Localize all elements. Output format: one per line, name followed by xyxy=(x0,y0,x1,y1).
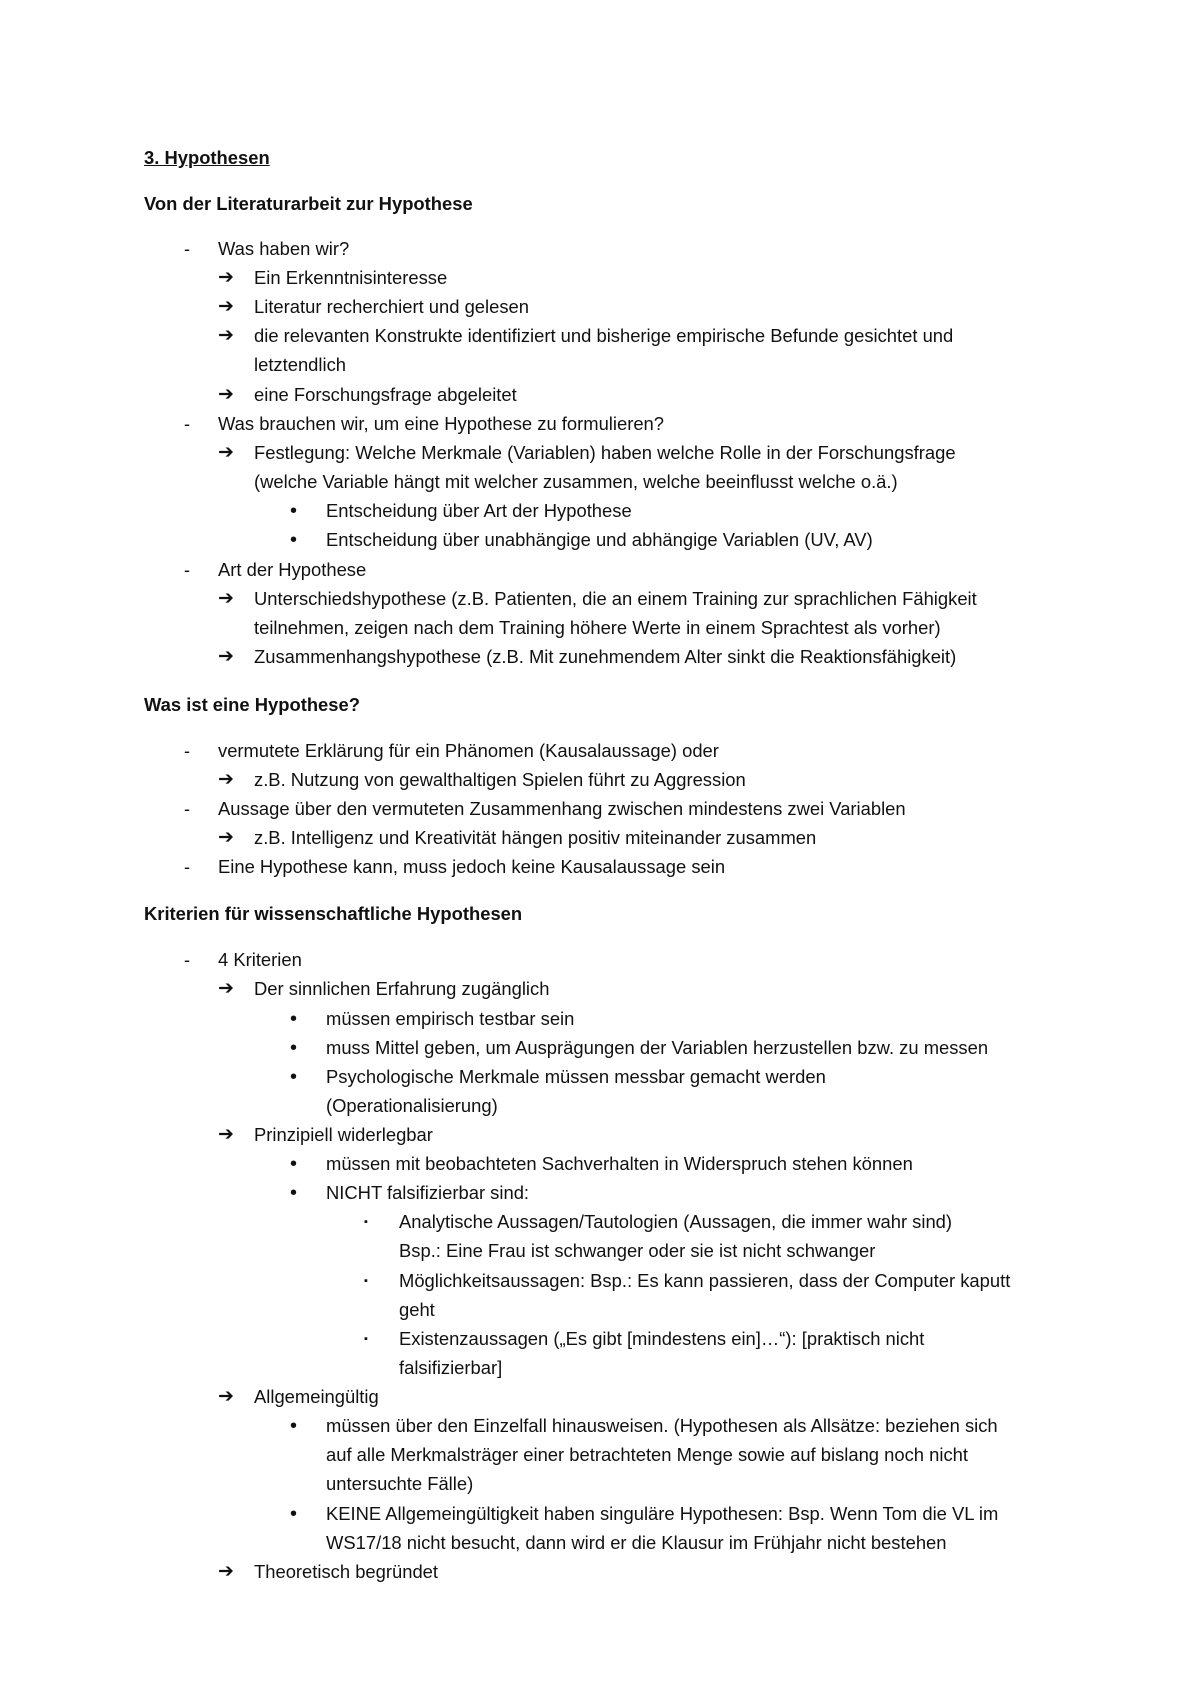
arrow-icon: ➔ xyxy=(218,978,234,999)
list-item: eine Forschungsfrage abgeleitet xyxy=(254,384,517,405)
bullet-marker: • xyxy=(290,1182,298,1204)
list-item: müssen über den Einzelfall hinausweisen. (Hypothesen als Allsätze: beziehen sich xyxy=(326,1415,998,1436)
list-item: Allgemeingültig xyxy=(254,1386,379,1407)
list-item: Art der Hypothese xyxy=(218,559,367,580)
list-item-continuation: Bsp.: Eine Frau ist schwanger oder sie ist nicht schwanger xyxy=(399,1240,876,1261)
arrow-icon: ➔ xyxy=(218,588,234,609)
list-item: Entscheidung über unabhängige und abhängige Variablen (UV, AV) xyxy=(326,529,873,550)
section-title-definition: Was ist eine Hypothese? xyxy=(144,694,360,715)
list-item: Ein Erkenntnisinteresse xyxy=(254,267,448,288)
list-item: KEINE Allgemeingültigkeit haben singuläre Hypothesen: Bsp. Wenn Tom die VL im xyxy=(326,1503,999,1524)
list-item: muss Mittel geben, um Ausprägungen der Variablen herzustellen bzw. zu messen xyxy=(326,1037,989,1058)
list-item-continuation: teilnehmen, zeigen nach dem Training höhere Werte in einem Sprachtest als vorher) xyxy=(254,617,941,638)
dash-marker: - xyxy=(184,560,190,580)
list-item: Existenzaussagen („Es gibt [mindestens ein]…“): [praktisch nicht xyxy=(399,1328,925,1349)
square-bullet-marker: ▪ xyxy=(364,1216,368,1228)
list-item: Aussage über den vermuteten Zusammenhang zwischen mindestens zwei Variablen xyxy=(218,798,906,819)
list-item: müssen empirisch testbar sein xyxy=(326,1008,575,1029)
list-item: Psychologische Merkmale müssen messbar gemacht werden xyxy=(326,1066,826,1087)
list-item-continuation: auf alle Merkmalsträger einer betrachteten Menge sowie auf bislang noch nicht xyxy=(326,1444,968,1465)
list-item-continuation: (Operationalisierung) xyxy=(326,1095,498,1116)
bullet-marker: • xyxy=(290,1066,298,1088)
list-item: Festlegung: Welche Merkmale (Variablen) haben welche Rolle in der Forschungsfrage xyxy=(254,442,956,463)
arrow-icon: ➔ xyxy=(218,1124,234,1145)
arrow-icon: ➔ xyxy=(218,296,234,317)
list-item: Theoretisch begründet xyxy=(254,1561,439,1582)
arrow-icon: ➔ xyxy=(218,1561,234,1582)
list-item-continuation: letztendlich xyxy=(254,354,347,375)
list-item: NICHT falsifizierbar sind: xyxy=(326,1182,530,1203)
dash-marker: - xyxy=(184,414,190,434)
dash-marker: - xyxy=(184,741,190,761)
list-item-continuation: (welche Variable hängt mit welcher zusammen, welche beeinflusst welche o.ä.) xyxy=(254,471,898,492)
bullet-marker: • xyxy=(290,1037,298,1059)
dash-marker: - xyxy=(184,950,190,970)
list-item: Literatur recherchiert und gelesen xyxy=(254,296,529,317)
list-item: Was brauchen wir, um eine Hypothese zu formulieren? xyxy=(218,413,665,434)
list-item-continuation: falsifizierbar] xyxy=(399,1357,503,1378)
list-item: Eine Hypothese kann, muss jedoch keine Kausalaussage sein xyxy=(218,856,726,877)
square-bullet-marker: ▪ xyxy=(364,1333,368,1345)
dash-marker: - xyxy=(184,857,190,877)
bullet-marker: • xyxy=(290,500,298,522)
arrow-icon: ➔ xyxy=(218,827,234,848)
bullet-marker: • xyxy=(290,1008,298,1030)
list-item: Unterschiedshypothese (z.B. Patienten, die an einem Training zur sprachlichen Fähigkeit xyxy=(254,588,977,609)
section-title-literature: Von der Literaturarbeit zur Hypothese xyxy=(144,193,473,214)
list-item: vermutete Erklärung für ein Phänomen (Kausalaussage) oder xyxy=(218,740,719,761)
bullet-marker: • xyxy=(290,1503,298,1525)
bullet-marker: • xyxy=(290,1153,298,1175)
list-item-continuation: untersuchte Fälle) xyxy=(326,1473,474,1494)
dash-marker: - xyxy=(184,799,190,819)
list-item: Entscheidung über Art der Hypothese xyxy=(326,500,632,521)
list-item: z.B. Intelligenz und Kreativität hängen positiv miteinander zusammen xyxy=(254,827,817,848)
arrow-icon: ➔ xyxy=(218,769,234,790)
list-item-continuation: geht xyxy=(399,1299,435,1320)
list-item: Möglichkeitsaussagen: Bsp.: Es kann passieren, dass der Computer kaputt xyxy=(399,1270,1011,1291)
list-item: Analytische Aussagen/Tautologien (Aussagen, die immer wahr sind) xyxy=(399,1211,953,1232)
arrow-icon: ➔ xyxy=(218,325,234,346)
list-item: Was haben wir? xyxy=(218,238,350,259)
list-item: z.B. Nutzung von gewalthaltigen Spielen führt zu Aggression xyxy=(254,769,746,790)
list-item: Zusammenhangshypothese (z.B. Mit zunehmendem Alter sinkt die Reaktionsfähigkeit) xyxy=(254,646,957,667)
arrow-icon: ➔ xyxy=(218,646,234,667)
list-item-continuation: WS17/18 nicht besucht, dann wird er die Klausur im Frühjahr nicht bestehen xyxy=(326,1532,947,1553)
arrow-icon: ➔ xyxy=(218,1386,234,1407)
section-title-criteria: Kriterien für wissenschaftliche Hypothesen xyxy=(144,903,523,924)
dash-marker: - xyxy=(184,239,190,259)
list-item: Prinzipiell widerlegbar xyxy=(254,1124,433,1145)
list-item: 4 Kriterien xyxy=(218,949,302,970)
arrow-icon: ➔ xyxy=(218,384,234,405)
arrow-icon: ➔ xyxy=(218,267,234,288)
arrow-icon: ➔ xyxy=(218,442,234,463)
page-heading: 3. Hypothesen xyxy=(144,147,270,168)
bullet-marker: • xyxy=(290,1415,298,1437)
list-item: müssen mit beobachteten Sachverhalten in Widerspruch stehen können xyxy=(326,1153,913,1174)
square-bullet-marker: ▪ xyxy=(364,1275,368,1287)
bullet-marker: • xyxy=(290,529,298,551)
list-item: Der sinnlichen Erfahrung zugänglich xyxy=(254,978,550,999)
list-item: die relevanten Konstrukte identifiziert und bisherige empirische Befunde gesichtet und xyxy=(254,325,954,346)
